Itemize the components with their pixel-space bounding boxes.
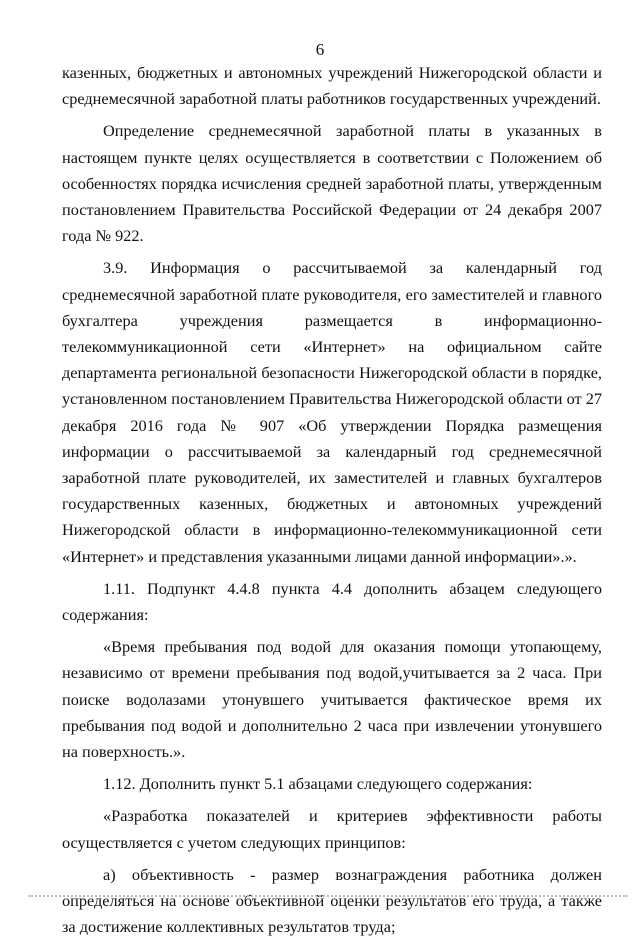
paragraph-objectivity: а) объективность - размер вознаграждения работника должен определяться на основе объективной оценки результатов его труда, а также за достижение коллективных результатов труда; — [62, 864, 602, 937]
paragraph-1-12: 1.12. Дополнить пункт 5.1 абзацами следующего содержания: — [103, 774, 533, 794]
scan-edge-artifact — [28, 895, 628, 903]
document-body — [62, 60, 602, 941]
paragraph-continuation: казенных, бюджетных и автономных учреждений Нижегородской области и среднемесячной заработной платы работников государственных учреждений. — [62, 63, 602, 109]
paragraph-1-11: 1.11. Подпункт 4.4.8 пункта 4.4 дополнить абзацем следующего содержания: — [62, 578, 602, 625]
paragraph-average-salary-definition: Определение среднемесячной заработной платы в указанных в настоящем пункте целях осуществляется в соответствии с Положением об особенностях порядка исчисления средней заработной платы, утвержденным постановлением Правительства Российской Федерации от 24 декабря 2007 года № 922. — [62, 121, 602, 246]
paragraph-diving-time: «Время пребывания под водой для оказания помощи утопающему, независимо от времени пребывания под водой,учитывается за 2 часа. При поиске водолазами утонувшего учитывается фактическое время их пребывания под водой и дополнительно 2 часа при извлечении утонувшего на поверхность.». — [62, 637, 602, 762]
paragraph-criteria-development: «Разработка показателей и критериев эффективности работы осуществляется с учетом следующих принципов: — [62, 806, 602, 852]
page-number: 6 — [315, 40, 325, 59]
paragraph-3-9: 3.9. Информация о рассчитываемой за календарный год среднемесячной заработной плате руководителя, его заместителей и главного бухгалтера учреждения размещается в информационно-телекоммуникационной сети «Интернет» на официальном сайте департамента региональной безопасности Нижегородской области в порядке, установленном постановлением Правительства Нижегородской области от 27 декабря 2016 года № 907 «Об утверждении Порядка размещения информации о рассчитываемой за календарный год среднемесячной заработной плате руководителей, их заместителей и главных бухгалтеров государственных казенных, бюджетных и автономных учреждений Нижегородской области в информационно-телекоммуникационной сети «Интернет» и представления указанными лицами данной информации».». — [62, 258, 602, 566]
